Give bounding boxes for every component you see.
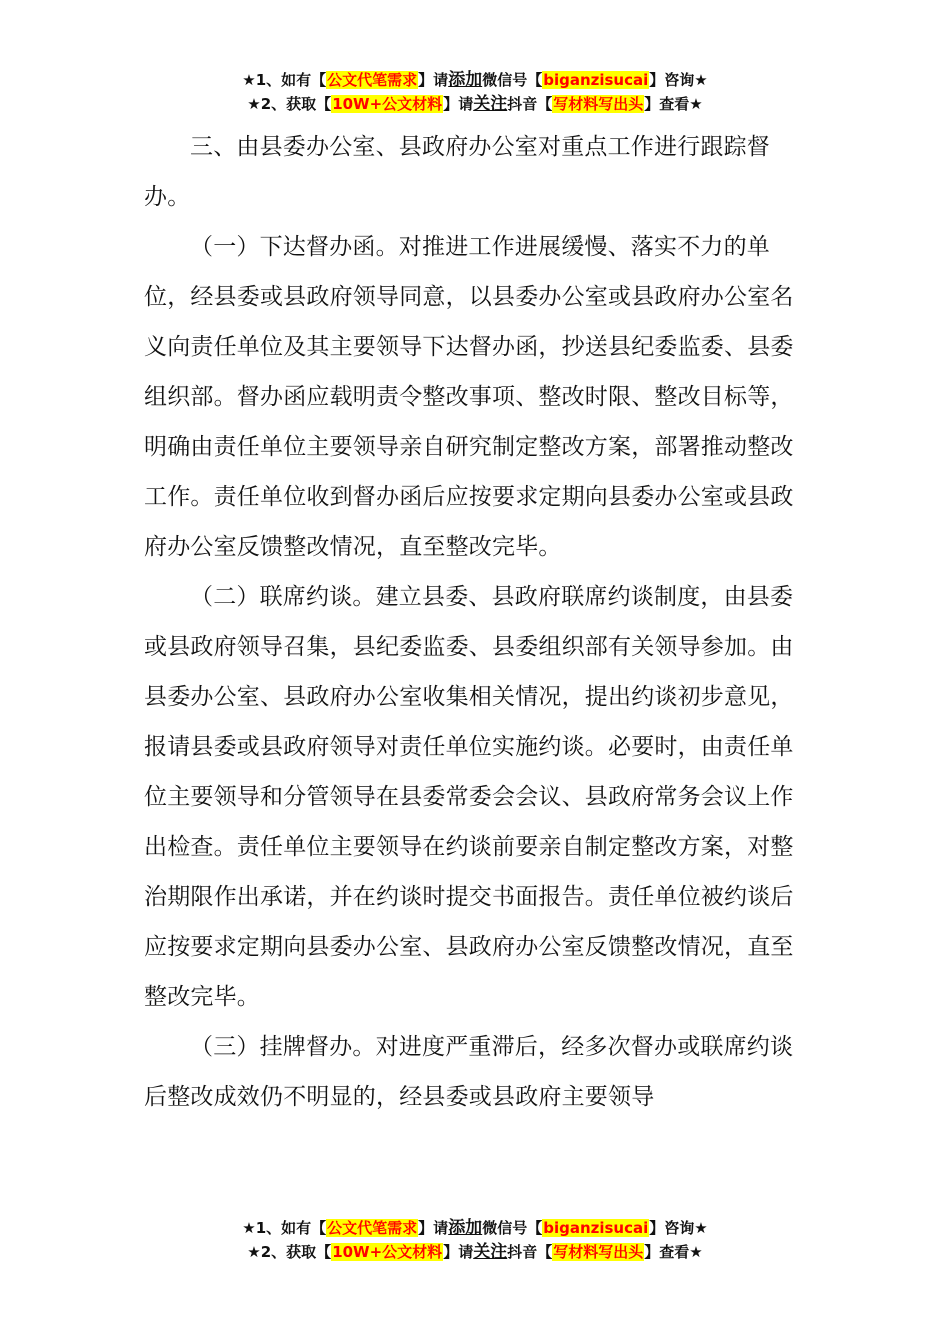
paragraph-item-one: （一）下达督办函。对推进工作进展缓慢、落实不力的单位，经县委或县政府领导同意，以县委办公室或县政府办公室名义向责任单位及其主要领导下达督办函，抄送县纪委监委、县委组织部。督办函应载明责令整改事项、整改时限、整改目标等，明确由责任单位主要领导亲自研究制定整改方案，部署推动整改工作。责任单位收到督办函后应按要求定期向县委办公室或县政府办公室反馈整改情况，直至整改完毕。 — [144, 234, 794, 560]
ad-text: 】请 — [418, 71, 449, 89]
ad-text: 】咨询★ — [649, 1219, 708, 1237]
paragraph-section-three: 三、由县委办公室、县政府办公室对重点工作进行跟踪督办。 — [144, 134, 770, 210]
ad-text: ★1、如有【 — [242, 71, 327, 89]
ad-highlight: 公文代笔需求 — [327, 1219, 418, 1237]
ad-text: 】查看★ — [644, 95, 703, 113]
ad-text: 微信号【 — [482, 71, 543, 89]
ad-text: 】查看★ — [644, 1243, 703, 1261]
ad-highlight: 10W+公文材料 — [332, 1243, 443, 1261]
wechat-id-highlight: biganzisucai — [543, 1219, 649, 1237]
document-body — [144, 122, 804, 1122]
ad-text: 】请 — [443, 1243, 474, 1261]
header-ad-line-1 — [0, 68, 950, 92]
ad-emphasis: 添加 — [448, 1218, 483, 1238]
paragraph-item-three: （三）挂牌督办。对进度严重滞后，经多次督办或联席约谈后整改成效仍不明显的，经县委或县政府主要领导 — [144, 1034, 794, 1110]
paragraph-item-two: （二）联席约谈。建立县委、县政府联席约谈制度，由县委或县政府领导召集，县纪委监委、县委组织部有关领导参加。由县委办公室、县政府办公室收集相关情况，提出约谈初步意见，报请县委或县政府领导对责任单位实施约谈。必要时，由责任单位主要领导和分管领导在县委常委会会议、县政府常务会议上作出检查。责任单位主要领导在约谈前要亲自制定整改方案，对整治期限作出承诺，并在约谈时提交书面报告。责任单位被约谈后应按要求定期向县委办公室、县政府办公室反馈整改情况，直至整改完毕。 — [144, 584, 794, 1010]
wechat-id-highlight: biganzisucai — [543, 71, 649, 89]
footer-ad-line-2 — [0, 1240, 950, 1264]
ad-text: ★2、获取【 — [247, 1243, 332, 1261]
ad-text: 抖音【 — [507, 1243, 553, 1261]
ad-highlight: 10W+公文材料 — [332, 95, 443, 113]
ad-text: ★1、如有【 — [242, 1219, 327, 1237]
ad-emphasis: 关注 — [473, 94, 508, 114]
ad-text: 微信号【 — [482, 1219, 543, 1237]
douyin-id-highlight: 写材料写出头 — [553, 95, 644, 113]
douyin-id-highlight: 写材料写出头 — [553, 1243, 644, 1261]
ad-emphasis: 添加 — [448, 70, 483, 90]
ad-emphasis: 关注 — [473, 1242, 508, 1262]
header-ad-line-2 — [0, 92, 950, 116]
ad-text: 】请 — [443, 95, 474, 113]
ad-text: ★2、获取【 — [247, 95, 332, 113]
ad-highlight: 公文代笔需求 — [327, 71, 418, 89]
footer-ad-line-1 — [0, 1216, 950, 1240]
ad-text: 】咨询★ — [649, 71, 708, 89]
ad-text: 】请 — [418, 1219, 449, 1237]
ad-text: 抖音【 — [507, 95, 553, 113]
